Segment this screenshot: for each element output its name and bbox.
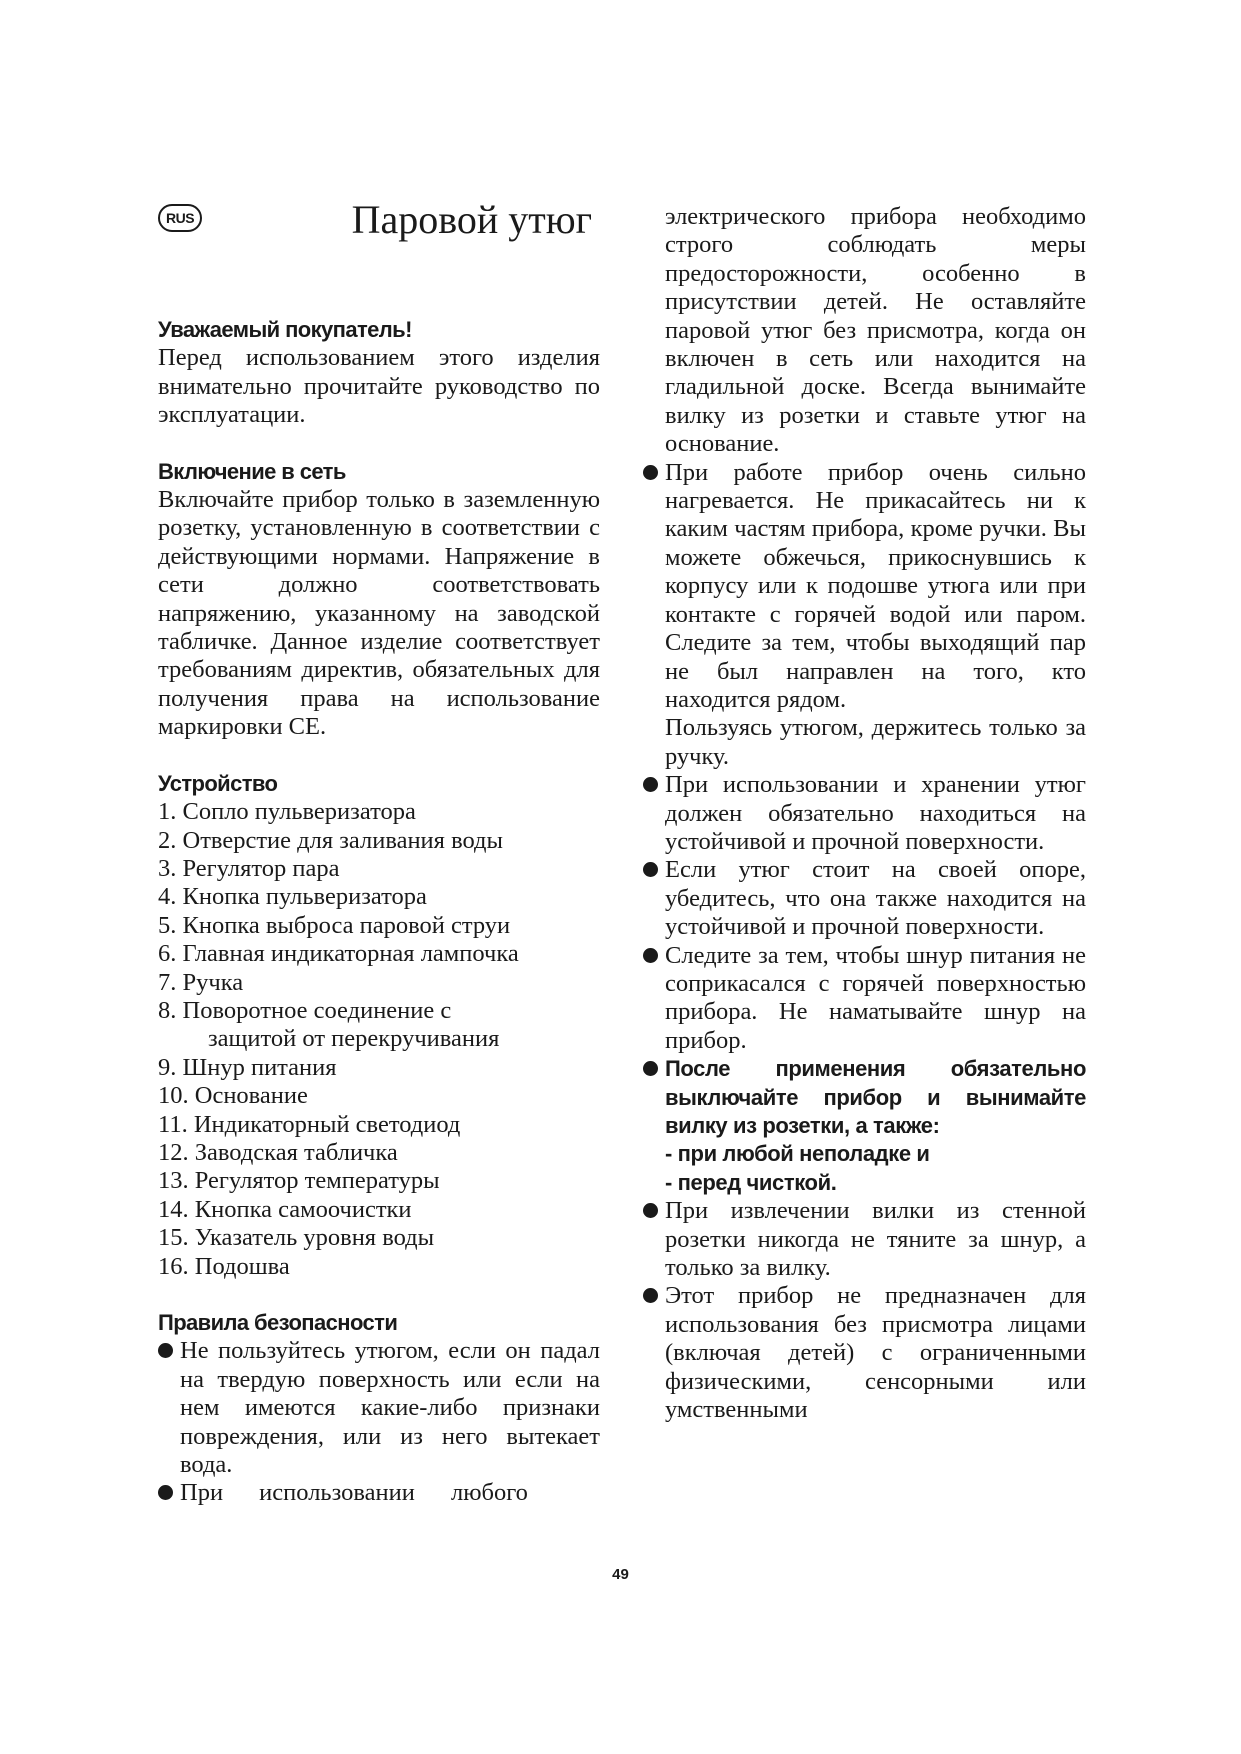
safety-rules-left bbox=[158, 1337, 600, 1507]
bullet-icon bbox=[643, 1203, 658, 1218]
safety-rule bbox=[643, 856, 1086, 941]
bullet-icon bbox=[643, 465, 658, 480]
parts-list bbox=[158, 798, 600, 1281]
safety-rule bbox=[643, 1197, 1086, 1282]
safety-heading: Правила безопасности bbox=[158, 1310, 398, 1335]
bullet-icon bbox=[643, 1288, 658, 1303]
safety-rule-sub: - перед чисткой. bbox=[665, 1169, 837, 1195]
safety-rule bbox=[643, 942, 1086, 1056]
list-item-continuation: защитой от перекручивания bbox=[208, 1025, 500, 1053]
right-column bbox=[643, 203, 1086, 1424]
list-item: 2. Отверстие для заливания воды bbox=[158, 826, 503, 854]
list-item: 12. Заводская табличка bbox=[158, 1138, 398, 1166]
safety-rules-right bbox=[643, 203, 1086, 1424]
safety-rule-sub: - при любой неполадке и bbox=[665, 1141, 930, 1167]
safety-rule bbox=[158, 1337, 600, 1479]
safety-rule-text: электрического прибора необходимо строго соблюдать меры предосторожности, особенно в присутствии детей. Не оставляйте паровой утюг без присмотра, когда он включен в сеть или находится на гладильной доске. Всегда вынимайте вилку из розетки и ставьте утюг на основание. bbox=[665, 203, 1086, 458]
list-item: 3. Регулятор пара bbox=[158, 854, 340, 882]
safety-rule bbox=[643, 771, 1086, 856]
safety-rule-text: При использовании любого bbox=[180, 1479, 528, 1507]
safety-rule-text: Этот прибор не предназначен для использования без присмотра лицами (включая детей) с ограниченными физическими, сенсорными или умственными bbox=[665, 1282, 1086, 1424]
language-badge: RUS bbox=[158, 204, 202, 232]
safety-rule-text: Следите за тем, чтобы шнур питания не соприкасался с горячей поверхностью прибора. Не наматывайте шнур на прибор. bbox=[665, 941, 1086, 1054]
bullet-icon bbox=[643, 777, 658, 792]
safety-rule-text: При использовании и хранении утюг должен обязательно находиться на устойчивой и прочной поверхности. bbox=[665, 771, 1086, 855]
bullet-icon bbox=[643, 862, 658, 877]
list-item: 10. Основание bbox=[158, 1082, 308, 1110]
list-item: 1. Сопло пульверизатора bbox=[158, 798, 416, 826]
page-title: Паровой утюг bbox=[351, 197, 592, 242]
safety-rule-continued bbox=[643, 203, 1086, 459]
safety-rule-text: При работе прибор очень сильно нагревается. Не прикасайтесь ни к каким частям прибора, кроме ручки. Вы можете обжечься, прикоснувшись к корпусу или к подошве утюга или при контакте с горячей водой или паром. Следите за тем, чтобы выходящий пар не был направлен на того, кто находится рядом. bbox=[665, 458, 1086, 713]
safety-rule bbox=[643, 459, 1086, 771]
list-item: 15. Указатель уровня воды bbox=[158, 1224, 435, 1252]
left-column bbox=[158, 316, 600, 1508]
list-item: 4. Кнопка пульверизатора bbox=[158, 883, 427, 911]
safety-rule-text: При извлечении вилки из стенной розетки никогда не тяните за шнур, а только за вилку. bbox=[665, 1197, 1086, 1282]
safety-rule-text: Не пользуйтесь утюгом, если он падал на твердую поверхность или если на нем имеются какие-либо признаки повреждения, или из него вытекает вода. bbox=[180, 1337, 600, 1479]
list-item bbox=[158, 997, 600, 1054]
power-text: Включайте прибор только в заземленную розетку, установленную в соответствии с действующими нормами. Напряжение в сети должно соответствовать напряжению, указанному на заводской табличке. Данное изделие соответствует требованиям директив, обязательных для получения права на использование маркировки CE. bbox=[158, 486, 600, 741]
power-heading: Включение в сеть bbox=[158, 458, 346, 484]
list-item: 7. Ручка bbox=[158, 968, 244, 996]
intro-heading: Уважаемый покупатель! bbox=[158, 317, 412, 342]
list-item: 9. Шнур питания bbox=[158, 1053, 337, 1081]
bullet-icon bbox=[158, 1343, 173, 1358]
safety-rule-extra: Пользуясь утюгом, держитесь только за ручку. bbox=[665, 714, 1086, 770]
safety-rule-text: Если утюг стоит на своей опоре, убедитесь, что она также находится на устойчивой и прочной поверхности. bbox=[665, 856, 1086, 941]
bullet-icon bbox=[643, 1061, 658, 1076]
bullet-icon bbox=[158, 1485, 173, 1500]
safety-rule bbox=[643, 1055, 1086, 1197]
list-item: 5. Кнопка выброса паровой струи bbox=[158, 911, 511, 939]
safety-rule-text: После применения обязательно выключайте прибор и вынимайте вилку из розетки, а также: bbox=[665, 1056, 1086, 1138]
safety-rule bbox=[643, 1282, 1086, 1424]
list-item: 6. Главная индикаторная лампочка bbox=[158, 940, 519, 968]
list-item: 11. Индикаторный светодиод bbox=[158, 1110, 461, 1138]
safety-rule bbox=[158, 1479, 600, 1507]
list-item: 16. Подошва bbox=[158, 1252, 290, 1280]
list-item: 14. Кнопка самоочистки bbox=[158, 1195, 412, 1223]
bullet-icon bbox=[643, 948, 658, 963]
intro-text: Перед использованием этого изделия внимательно прочитайте руководство по эксплуатации. bbox=[158, 344, 600, 429]
list-item-text: 8. Поворотное соединение с bbox=[158, 996, 452, 1024]
page-number: 49 bbox=[612, 1566, 629, 1583]
device-heading: Устройство bbox=[158, 770, 278, 796]
list-item: 13. Регулятор температуры bbox=[158, 1167, 440, 1195]
